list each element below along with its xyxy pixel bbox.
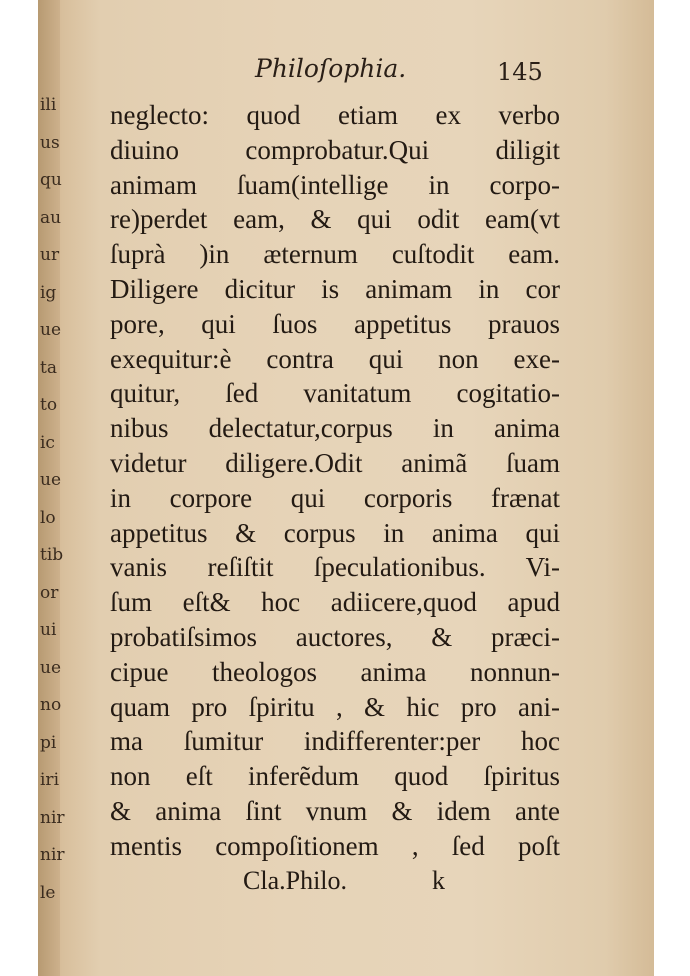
text-line: diuino comprobatur.Qui diligit bbox=[110, 134, 560, 165]
gutter-fragment: ta bbox=[40, 357, 57, 378]
gutter-fragment: ig bbox=[40, 282, 57, 303]
text-line: animam ſuam(intellige in corpo- bbox=[110, 169, 560, 200]
gutter-fragment: ic bbox=[40, 432, 55, 453]
gutter-fragment: tib bbox=[40, 545, 64, 565]
text-line: neglecto: quod etiam ex verbo bbox=[110, 100, 560, 130]
gutter-fragment: no bbox=[40, 695, 62, 715]
text-line: non eſt inferẽdum quod ſpiritus bbox=[110, 761, 560, 792]
body-text bbox=[110, 98, 560, 864]
text-line: ſuprà )in æternum cuſtodit eam. bbox=[110, 239, 560, 270]
signature-mark: Cla.Philo. bbox=[243, 866, 348, 895]
gutter-fragment: ue bbox=[40, 657, 62, 678]
text-line: quam pro ſpiritu , & hic pro ani- bbox=[110, 691, 560, 722]
gutter-fragment: ili bbox=[40, 95, 57, 115]
catchword: k bbox=[432, 866, 445, 895]
gutter-fragment: ur bbox=[40, 245, 60, 265]
text-line: re)perdet eam, & qui odit eam(vt bbox=[110, 204, 560, 235]
text-line: cipue theologos anima nonnun- bbox=[110, 656, 560, 687]
gutter-fragment: or bbox=[40, 582, 59, 603]
text-line: pore, qui ſuos appetitus prauos bbox=[110, 308, 560, 339]
running-head: Philoſophia. bbox=[255, 54, 407, 83]
gutter-fragment: nir bbox=[40, 807, 65, 828]
gutter-fragment: lo bbox=[40, 507, 56, 528]
gutter-fragment: nir bbox=[40, 845, 65, 865]
text-line: mentis compoſitionem , ſed poſt bbox=[110, 830, 560, 861]
text-line: appetitus & corpus in anima qui bbox=[110, 517, 560, 548]
text-line: probatiſsimos auctores, & præci- bbox=[110, 621, 560, 652]
text-line: ma ſumitur indifferenter:per hoc bbox=[110, 726, 560, 757]
gutter-fragment: le bbox=[40, 882, 56, 903]
text-line: vanis reſiſtit ſpeculationibus. Vi- bbox=[110, 552, 560, 583]
text-line: quitur, ſed vanitatum cogitatio- bbox=[110, 378, 560, 409]
gutter-fragment: ue bbox=[40, 470, 62, 490]
gutter-fragment: qu bbox=[40, 170, 62, 190]
gutter-fragment: iri bbox=[40, 770, 60, 790]
text-line: nibus delectatur,corpus in anima bbox=[110, 413, 560, 444]
gutter-fragment: au bbox=[40, 207, 62, 228]
text-line: exequitur:è contra qui non exe- bbox=[110, 343, 560, 374]
gutter-fragment: ue bbox=[40, 320, 62, 340]
text-line: videtur diligere.Odit animã ſuam bbox=[110, 447, 560, 478]
gutter-fragment: ui bbox=[40, 620, 57, 640]
text-line: in corpore qui corporis frænat bbox=[110, 482, 560, 513]
gutter-fragment: pi bbox=[40, 732, 57, 753]
gutter-fragment: us bbox=[40, 132, 60, 153]
page-number: 145 bbox=[497, 58, 543, 86]
gutter-fragment: to bbox=[40, 395, 58, 415]
text-line: ſum eſt& hoc adiicere,quod apud bbox=[110, 587, 560, 618]
text-line: & anima ſint vnum & idem ante bbox=[110, 795, 560, 826]
text-line: Diligere dicitur is animam in cor bbox=[110, 273, 560, 304]
